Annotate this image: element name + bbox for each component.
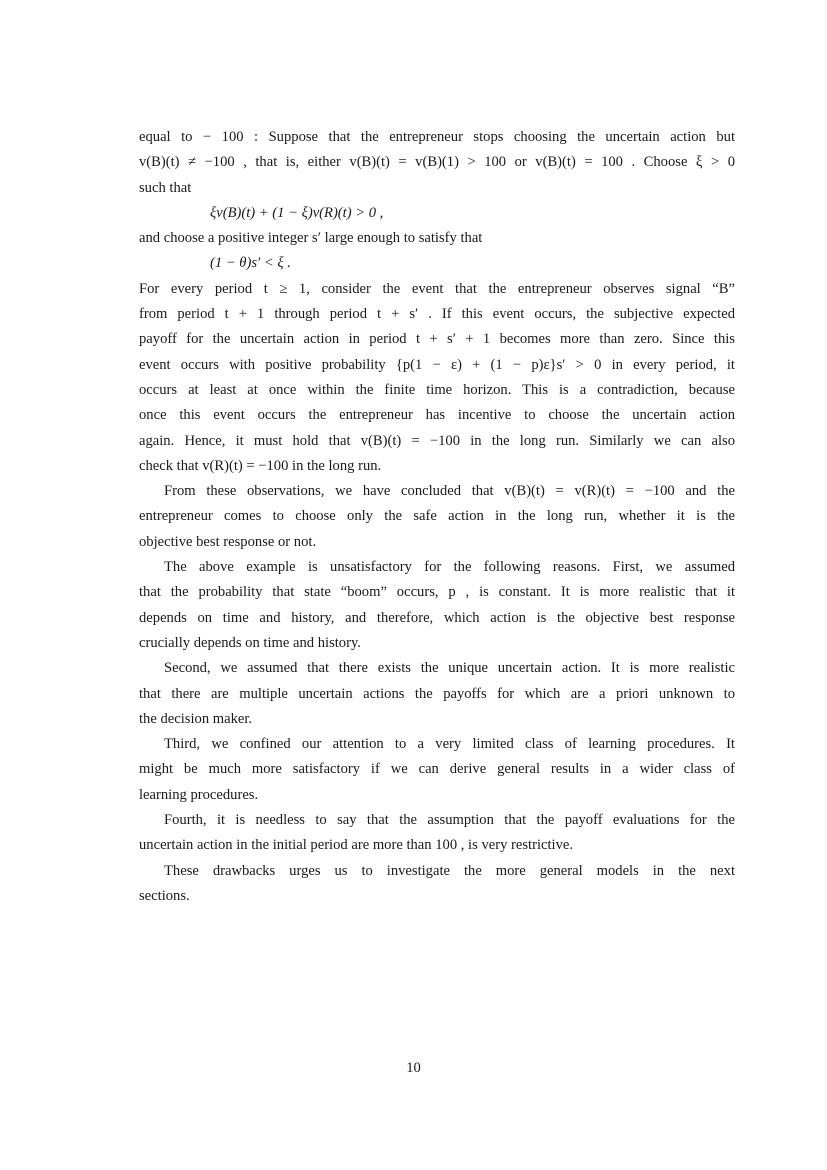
text-line: again. Hence, it must hold that v(B)(t) = −100 in the long run. Similarly we can also (139, 432, 735, 449)
text-line: check that v(R)(t) = −100 in the long run. (139, 457, 382, 474)
paragraph-start: These drawbacks urges us to investigate the more general models in the next (164, 862, 735, 879)
text-line: sections. (139, 887, 190, 904)
document-body (139, 125, 735, 909)
text-line: payoff for the uncertain action in period t + s′ + 1 becomes more than zero. Since this (139, 331, 735, 348)
paragraph-start: Second, we assumed that there exists the unique uncertain action. It is more realistic (164, 660, 735, 677)
text-line: might be much more satisfactory if we can derive general results in a wider class of (139, 761, 735, 778)
paragraph-start: From these observations, we have concluded that v(B)(t) = v(R)(t) = −100 and the (164, 483, 735, 500)
text-line: occurs at least at once within the finite time horizon. This is a contradiction, because (139, 381, 735, 398)
text-line: entrepreneur comes to choose only the safe action in the long run, whether it is the (139, 508, 735, 525)
text-line: once this event occurs the entrepreneur has incentive to choose the uncertain action (139, 407, 735, 424)
text-line: such that (139, 179, 192, 196)
text-line: the decision maker. (139, 710, 253, 727)
text-line: that the probability that state “boom” occurs, p , is constant. It is more realistic that it (139, 584, 735, 601)
equation: ξv(B)(t) + (1 − ξ)v(R)(t) > 0 , (210, 204, 384, 221)
text-line: crucially depends on time and history. (139, 634, 361, 651)
paragraph-start: The above example is unsatisfactory for the following reasons. First, we assumed (164, 559, 735, 576)
text-line: equal to − 100 : Suppose that the entrepreneur stops choosing the uncertain action but (139, 129, 735, 145)
text-line: from period t + 1 through period t + s′ . If this event occurs, the subjective expected (139, 306, 735, 323)
text-line: that there are multiple uncertain actions the payoffs for which are a priori unknown to (139, 685, 735, 702)
text-line: uncertain action in the initial period are more than 100 , is very restrictive. (139, 837, 574, 854)
text-line: v(B)(t) ≠ −100 , that is, either v(B)(t) = v(B)(1) > 100 or v(B)(t) = 100 . Choose ξ > 0 (139, 154, 735, 171)
page-number: 10 (406, 1060, 421, 1076)
paragraph-start: Third, we confined our attention to a very limited class of learning procedures. It (164, 736, 735, 753)
equation: (1 − θ)s′ < ξ . (210, 255, 291, 272)
text-line: For every period t ≥ 1, consider the event that the entrepreneur observes signal “B” (139, 280, 735, 297)
text-line: and choose a positive integer s′ large enough to satisfy that (139, 230, 483, 247)
paragraph-start: Fourth, it is needless to say that the assumption that the payoff evaluations for the (164, 812, 735, 829)
text-line: depends on time and history, and therefore, which action is the objective best response (139, 609, 735, 626)
text-line: learning procedures. (139, 786, 259, 803)
text-line: objective best response or not. (139, 533, 317, 550)
text-line: event occurs with positive probability {p(1 − ε) + (1 − p)ε}s′ > 0 in every period, it (139, 356, 735, 373)
